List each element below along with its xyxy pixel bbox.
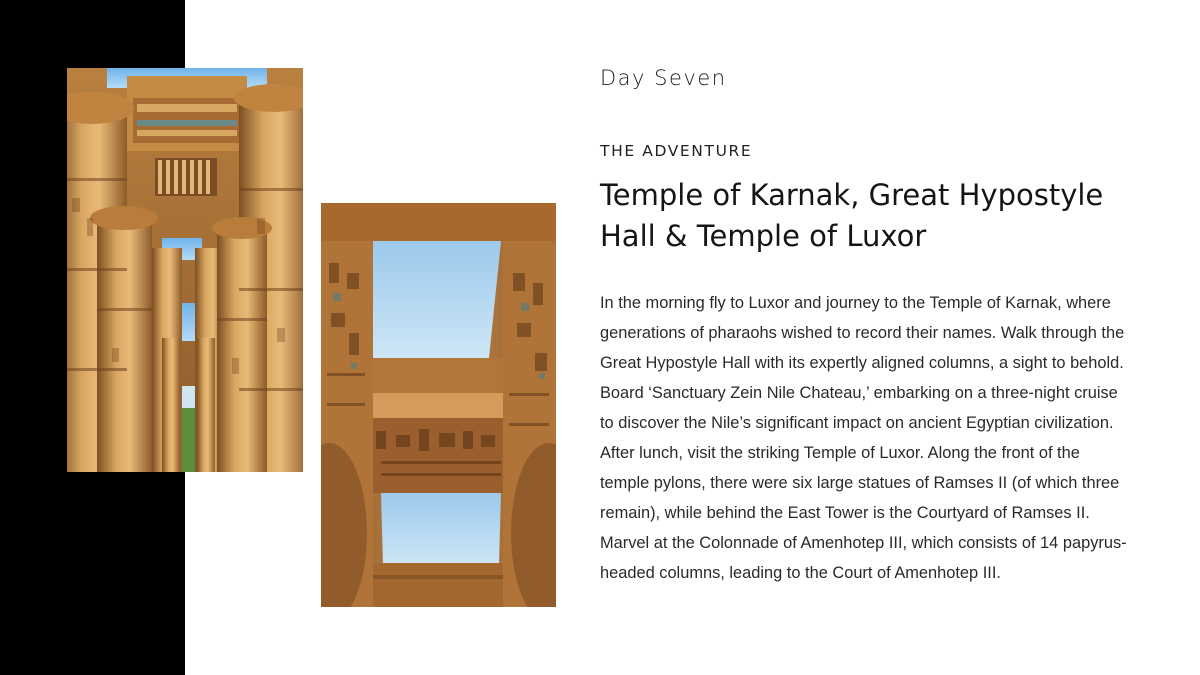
temple-ceiling-image bbox=[321, 203, 556, 607]
section-label: THE ADVENTURE bbox=[600, 142, 753, 160]
karnak-columns-image bbox=[67, 68, 303, 472]
temple-ceiling-illustration bbox=[321, 203, 556, 607]
page-title: Temple of Karnak, Great Hypostyle Hall & Temple of Luxor bbox=[600, 178, 1104, 253]
karnak-columns-illustration bbox=[67, 68, 303, 472]
itinerary-description: In the morning fly to Luxor and journey to the Temple of Karnak, where generations of pharaohs wished to record their names. Walk through the Great Hypostyle Hall with its expertly aligned columns, a sight to behold. Board ‘Sanctuary Zein Nile Chateau,’ embarking on a three-night cruise to discover the Nile’s significant impact on ancient Egyptian civilization. After lunch, visit the striking Temple of Luxor. Along the front of the temple pylons, there were six large statues of Ramses II (of which three remain), while behind the East Tower is the Courtyard of Ramses II. Marvel at the Colonnade of Amenhotep III, which consists of 14 papyrus-headed columns, leading to the Court of Amenhotep III. bbox=[600, 294, 1127, 582]
day-title: Day Seven bbox=[600, 66, 727, 90]
